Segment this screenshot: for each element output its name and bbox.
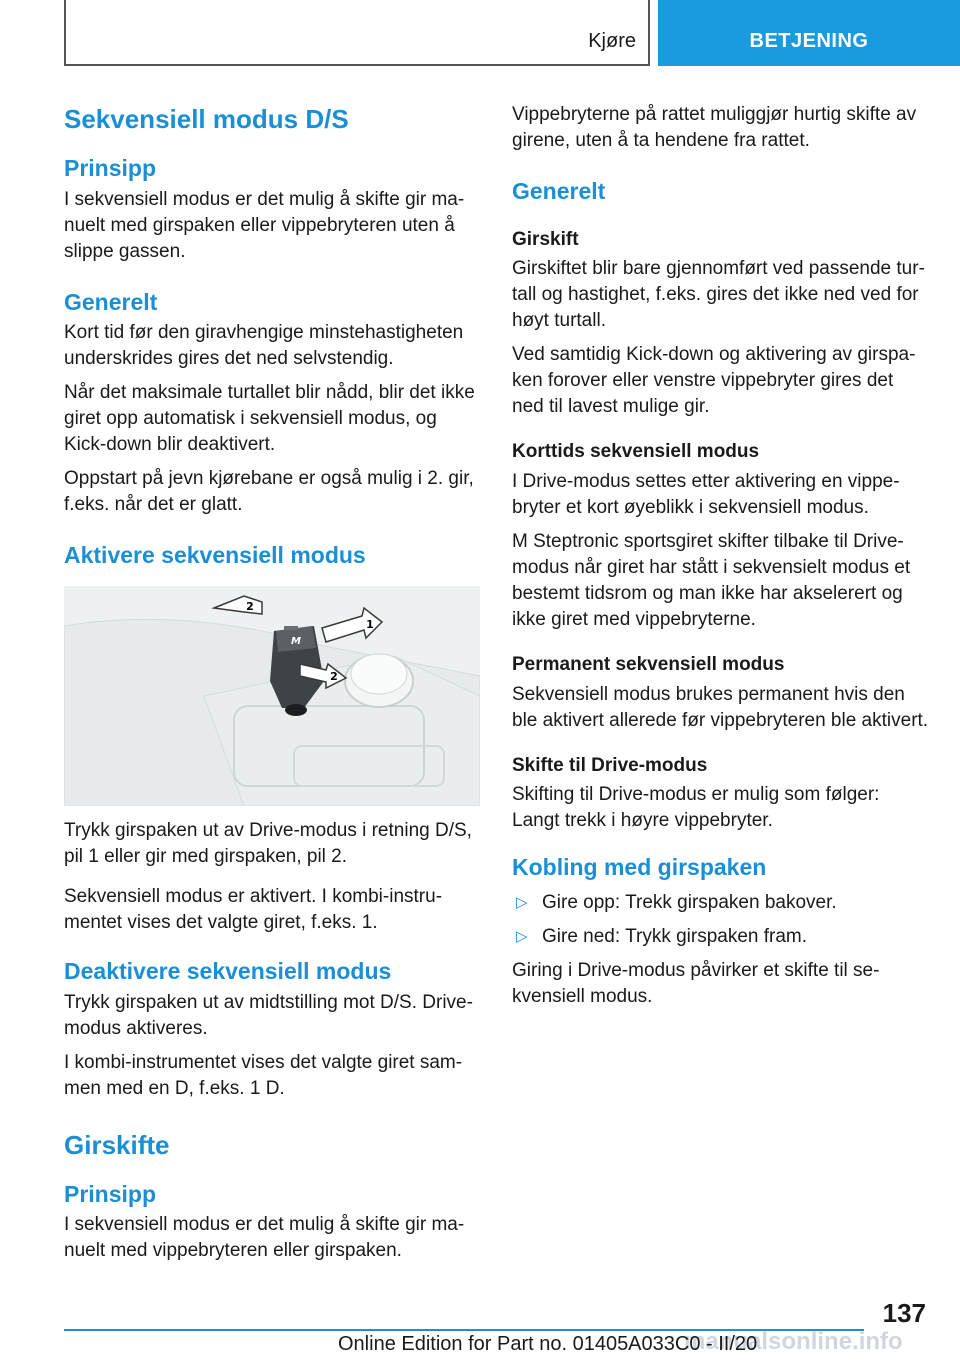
heading-permanent: Permanent sekvensiell modus <box>512 653 785 675</box>
prinsipp2-text: I sekvensiell modus er det mulig å skifte gir ma-nuelt med vippebryteren eller girspaken. <box>64 1214 465 1262</box>
kobling-p1: Giring i Drive-modus påvirker et skifte til se-kvensiell modus. <box>512 959 880 1007</box>
subtitle-deaktivere: Deaktivere sekvensiell modus <box>64 957 392 984</box>
list-item <box>512 924 930 950</box>
subtitle-aktivere: Aktivere sekvensiell modus <box>64 542 366 569</box>
arrow-2-label: 2 <box>330 669 338 683</box>
triangle-bullet-icon: ▷ <box>516 893 528 911</box>
page-number: 137 <box>882 1298 926 1328</box>
heading-skifte-drive: Skifte til Drive-modus <box>512 754 708 776</box>
header-chapter-box <box>64 0 650 66</box>
subtitle-prinsipp: Prinsipp <box>64 155 157 182</box>
girskift-p2: Ved samtidig Kick-down og aktivering av girspa-ken forover eller venstre vippebryter gires det ned til lavest mulige gir. <box>512 344 916 418</box>
m-logo: M <box>291 635 301 647</box>
section-title-girskifte: Girskifte <box>64 1129 170 1160</box>
generelt-p2: Når det maksimale turtallet blir nådd, blir det ikke giret opp automatisk i sekvensiell modus, og Kick-down blir deaktivert. <box>64 382 475 456</box>
list-item <box>512 890 930 916</box>
right-column <box>512 100 930 1010</box>
header-chapter: Kjøre <box>588 30 636 52</box>
header-section-box <box>658 0 960 66</box>
korttids-p2: M Steptronic sportsgiret skifter tilbake til Drive-modus når giret har stått i sekvensielt modus et bestemt tidsrom og man ikke har akselerert og ikke giret med vippebryterne. <box>512 530 911 630</box>
skifte-p1: Skifting til Drive-modus er mulig som følger: Langt trekk i høyre vippebryter. <box>512 784 880 832</box>
generelt-p1: Kort tid før den giravhengige minstehastigheten underskrides gires det ned selvstendig. <box>64 322 464 370</box>
header-section: BETJENING <box>749 30 869 52</box>
footer-edition: Online Edition for Part no. 01405A033C0 - II/20 <box>338 1333 758 1355</box>
gear-selector-illustration <box>64 586 480 806</box>
intro-text: Vippebryterne på rattet muliggjør hurtig skifte av girene, uten å ta hendene fra rattet. <box>512 104 917 151</box>
gear-selector-drawing <box>64 586 480 806</box>
permanent-p1: Sekvensiell modus brukes permanent hvis den ble aktivert allerede før vippebryteren ble aktivert. <box>512 683 929 731</box>
arrow-1-label: 1 <box>366 617 374 631</box>
aktivere-p1: Trykk girspaken ut av Drive-modus i retning D/S, pil 1 eller gir med girspaken, pil 2. <box>64 819 472 867</box>
triangle-bullet-icon: ▷ <box>516 927 528 945</box>
prinsipp-text: I sekvensiell modus er det mulig å skifte gir ma-nuelt med girspaken eller vippebryteren uten å slippe gassen. <box>64 188 465 262</box>
generelt-p3: Oppstart på jevn kjørebane er også mulig i 2. gir, f.eks. når det er glatt. <box>64 468 474 516</box>
watermark: manualsonline.info <box>684 1328 903 1355</box>
deaktivere-p1: Trykk girspaken ut av midtstilling mot D/S. Drive-modus aktiveres. <box>64 991 473 1039</box>
left-column <box>64 100 482 1264</box>
bullet-gire-opp: Gire opp: Trekk girspaken bakover. <box>542 891 837 913</box>
deaktivere-p2: I kombi-instrumentet vises det valgte giret sam-men med en D, f.eks. 1 D. <box>64 1051 463 1099</box>
heading-korttids: Korttids sekvensiell modus <box>512 441 760 463</box>
girskift-p1: Girskiftet blir bare gjennomført ved passende tur-tall og hastighet, f.eks. gires det ikke ned ved for høyt turtall. <box>512 258 925 332</box>
subtitle-generelt: Generelt <box>64 288 158 315</box>
subtitle-generelt-right: Generelt <box>512 178 606 204</box>
bullet-gire-ned: Gire ned: Trykk girspaken fram. <box>542 925 808 947</box>
heading-girskift: Girskift <box>512 228 579 250</box>
korttids-p1: I Drive-modus settes etter aktivering en vippe-bryter et kort øyeblikk i sekvensiell modus. <box>512 470 900 518</box>
section-title-sekvensiell: Sekvensiell modus D/S <box>64 104 349 134</box>
aktivere-p2: Sekvensiell modus er aktivert. I kombi-instru-mentet vises det valgte giret, f.eks. 1. <box>64 885 443 933</box>
arrow-2-top-label: 2 <box>246 599 254 613</box>
subtitle-kobling: Kobling med girspaken <box>512 854 767 881</box>
subtitle-prinsipp-2: Prinsipp <box>64 1180 157 1207</box>
